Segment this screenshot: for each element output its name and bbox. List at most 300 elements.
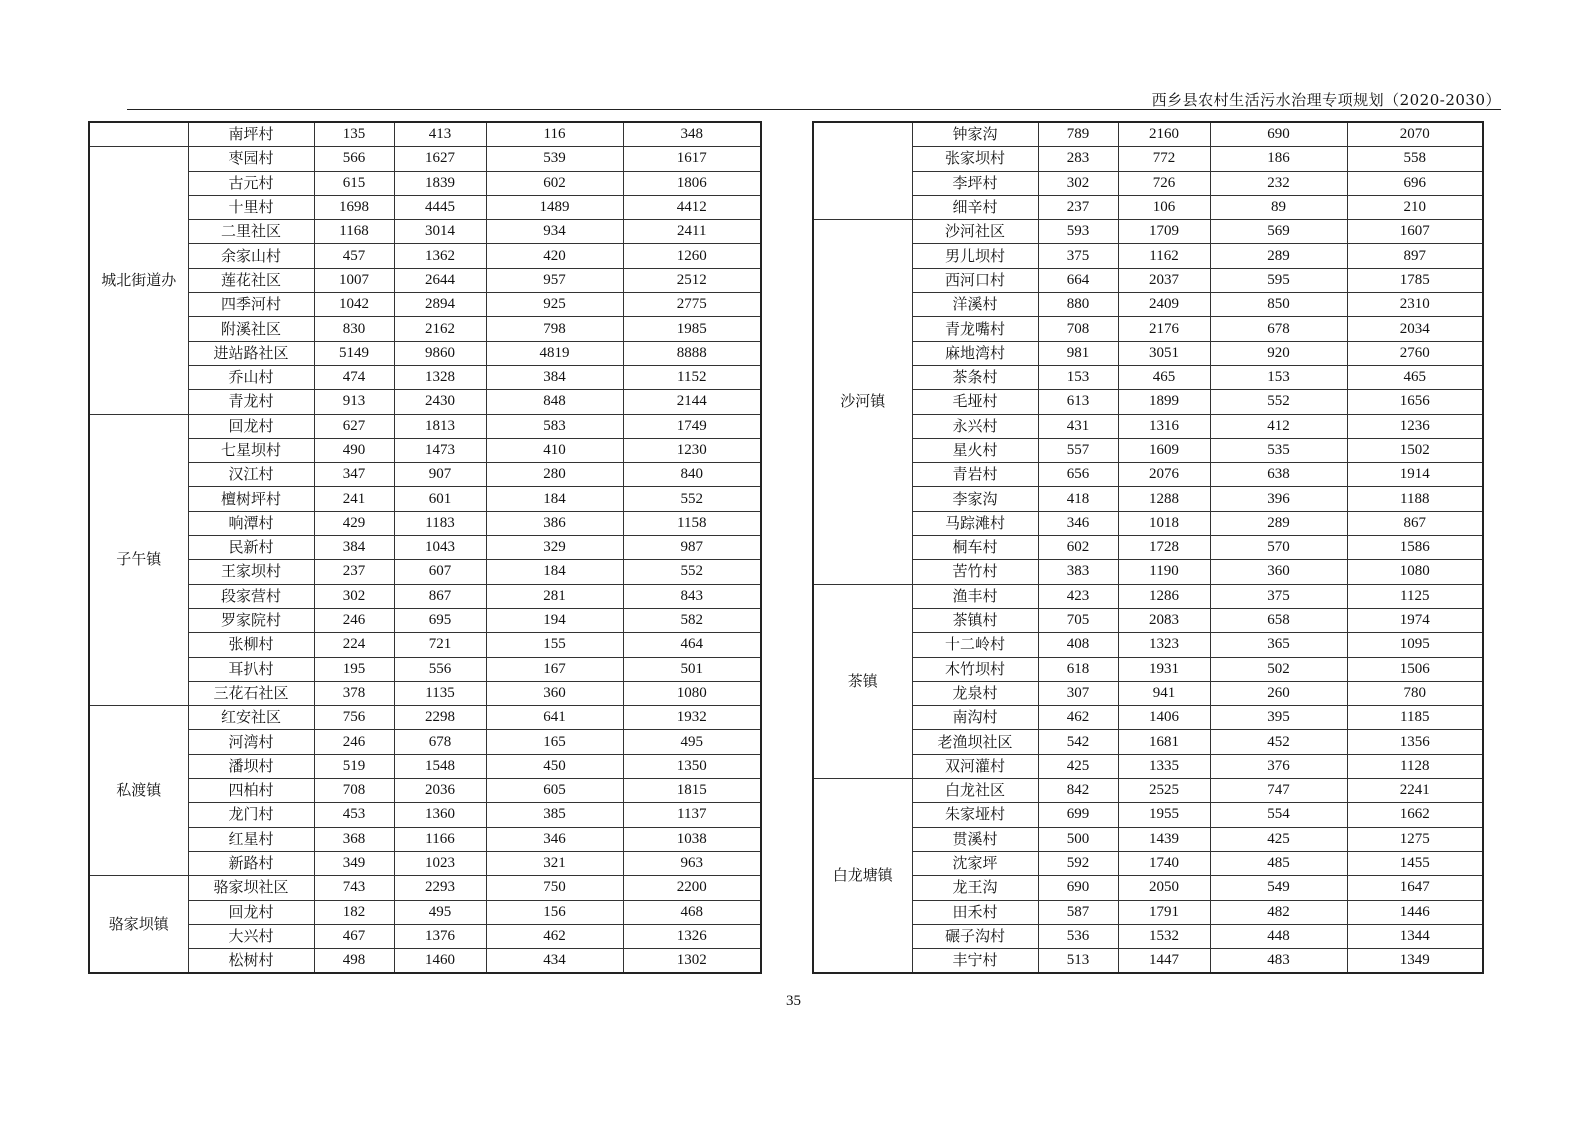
- table-row: [813, 171, 1483, 195]
- table-row: [813, 608, 1483, 632]
- value-cell: 1328: [394, 365, 486, 389]
- table-row: [813, 293, 1483, 317]
- value-cell: 384: [314, 536, 394, 560]
- table-row: [813, 463, 1483, 487]
- table-row: [813, 244, 1483, 268]
- value-cell: 558: [1347, 147, 1483, 171]
- table-row: [89, 633, 761, 657]
- value-cell: 708: [1038, 317, 1118, 341]
- value-cell: 678: [394, 730, 486, 754]
- town-cell: 子午镇: [89, 414, 188, 706]
- town-cell: 白龙塘镇: [813, 779, 912, 974]
- value-cell: 289: [1210, 511, 1347, 535]
- table-row: [813, 900, 1483, 924]
- value-cell: 593: [1038, 220, 1118, 244]
- table-row: [89, 706, 761, 730]
- value-cell: 425: [1038, 754, 1118, 778]
- table-row: [813, 560, 1483, 584]
- value-cell: 1728: [1118, 536, 1210, 560]
- table-row: [813, 706, 1483, 730]
- village-cell: 红安社区: [188, 706, 314, 730]
- value-cell: 789: [1038, 122, 1118, 147]
- value-cell: 1095: [1347, 633, 1483, 657]
- value-cell: 2036: [394, 779, 486, 803]
- value-cell: 1506: [1347, 657, 1483, 681]
- table-row: [89, 317, 761, 341]
- value-cell: 721: [394, 633, 486, 657]
- value-cell: 156: [486, 900, 623, 924]
- value-cell: 498: [314, 949, 394, 974]
- value-cell: 302: [1038, 171, 1118, 195]
- table-row: [813, 754, 1483, 778]
- value-cell: 283: [1038, 147, 1118, 171]
- table-row: [813, 779, 1483, 803]
- village-cell: 潘坝村: [188, 754, 314, 778]
- value-cell: 474: [314, 365, 394, 389]
- value-cell: 1931: [1118, 657, 1210, 681]
- value-cell: 5149: [314, 341, 394, 365]
- value-cell: 495: [623, 730, 761, 754]
- value-cell: 1135: [394, 681, 486, 705]
- town-cell: 私渡镇: [89, 706, 188, 876]
- value-cell: 429: [314, 511, 394, 535]
- value-cell: 1190: [1118, 560, 1210, 584]
- value-cell: 4445: [394, 195, 486, 219]
- village-cell: 二里社区: [188, 220, 314, 244]
- value-cell: 2298: [394, 706, 486, 730]
- village-cell: 三花石社区: [188, 681, 314, 705]
- village-cell: 莲花社区: [188, 268, 314, 292]
- table-row: [813, 122, 1483, 147]
- village-cell: 河湾村: [188, 730, 314, 754]
- value-cell: 1349: [1347, 949, 1483, 974]
- value-cell: 2083: [1118, 608, 1210, 632]
- village-cell: 朱家垭村: [912, 803, 1038, 827]
- value-cell: 1447: [1118, 949, 1210, 974]
- value-cell: 347: [314, 463, 394, 487]
- value-cell: 195: [314, 657, 394, 681]
- village-cell: 苦竹村: [912, 560, 1038, 584]
- value-cell: 385: [486, 803, 623, 827]
- value-cell: 664: [1038, 268, 1118, 292]
- value-cell: 2644: [394, 268, 486, 292]
- value-cell: 281: [486, 584, 623, 608]
- village-cell: 松树村: [188, 949, 314, 974]
- value-cell: 2430: [394, 390, 486, 414]
- table-row: [89, 754, 761, 778]
- value-cell: 925: [486, 293, 623, 317]
- table-row: [813, 876, 1483, 900]
- village-cell: 新路村: [188, 851, 314, 875]
- value-cell: 695: [394, 608, 486, 632]
- town-cell: [813, 122, 912, 220]
- value-cell: 135: [314, 122, 394, 147]
- value-cell: 1236: [1347, 414, 1483, 438]
- value-cell: 2525: [1118, 779, 1210, 803]
- value-cell: 2162: [394, 317, 486, 341]
- value-cell: 346: [1038, 511, 1118, 535]
- value-cell: 840: [623, 463, 761, 487]
- value-cell: 2037: [1118, 268, 1210, 292]
- village-cell: 茶镇村: [912, 608, 1038, 632]
- village-cell: 龙泉村: [912, 681, 1038, 705]
- value-cell: 165: [486, 730, 623, 754]
- value-cell: 1185: [1347, 706, 1483, 730]
- value-cell: 1455: [1347, 851, 1483, 875]
- value-cell: 1125: [1347, 584, 1483, 608]
- table-row: [813, 827, 1483, 851]
- value-cell: 2760: [1347, 341, 1483, 365]
- table-row: [89, 414, 761, 438]
- village-cell: 余家山村: [188, 244, 314, 268]
- value-cell: 490: [314, 438, 394, 462]
- value-cell: 1974: [1347, 608, 1483, 632]
- value-cell: 3051: [1118, 341, 1210, 365]
- value-cell: 1158: [623, 511, 761, 535]
- value-cell: 920: [1210, 341, 1347, 365]
- table-row: [89, 438, 761, 462]
- value-cell: 513: [1038, 949, 1118, 974]
- table-row: [813, 487, 1483, 511]
- value-cell: 641: [486, 706, 623, 730]
- value-cell: 321: [486, 851, 623, 875]
- value-cell: 1473: [394, 438, 486, 462]
- value-cell: 1709: [1118, 220, 1210, 244]
- table-row: [89, 900, 761, 924]
- value-cell: 1038: [623, 827, 761, 851]
- value-cell: 2050: [1118, 876, 1210, 900]
- village-cell: 双河灌村: [912, 754, 1038, 778]
- value-cell: 1260: [623, 244, 761, 268]
- value-cell: 1617: [623, 147, 761, 171]
- value-cell: 1815: [623, 779, 761, 803]
- value-cell: 307: [1038, 681, 1118, 705]
- value-cell: 408: [1038, 633, 1118, 657]
- value-cell: 2310: [1347, 293, 1483, 317]
- village-cell: 响潭村: [188, 511, 314, 535]
- village-cell: 汉江村: [188, 463, 314, 487]
- village-cell: 丰宁村: [912, 949, 1038, 974]
- village-cell: 王家坝村: [188, 560, 314, 584]
- value-cell: 2200: [623, 876, 761, 900]
- value-cell: 501: [623, 657, 761, 681]
- village-cell: 乔山村: [188, 365, 314, 389]
- village-cell: 沙河社区: [912, 220, 1038, 244]
- left-data-table: [88, 121, 762, 974]
- value-cell: 1043: [394, 536, 486, 560]
- value-cell: 656: [1038, 463, 1118, 487]
- value-cell: 1344: [1347, 924, 1483, 948]
- village-cell: 木竹坝村: [912, 657, 1038, 681]
- value-cell: 462: [1038, 706, 1118, 730]
- value-cell: 2160: [1118, 122, 1210, 147]
- value-cell: 1168: [314, 220, 394, 244]
- value-cell: 1376: [394, 924, 486, 948]
- value-cell: 246: [314, 608, 394, 632]
- table-row: [89, 220, 761, 244]
- value-cell: 1360: [394, 803, 486, 827]
- value-cell: 9860: [394, 341, 486, 365]
- value-cell: 106: [1118, 195, 1210, 219]
- value-cell: 1681: [1118, 730, 1210, 754]
- value-cell: 1362: [394, 244, 486, 268]
- value-cell: 1152: [623, 365, 761, 389]
- value-cell: 1532: [1118, 924, 1210, 948]
- value-cell: 386: [486, 511, 623, 535]
- value-cell: 237: [1038, 195, 1118, 219]
- table-row: [89, 463, 761, 487]
- value-cell: 224: [314, 633, 394, 657]
- village-cell: 枣园村: [188, 147, 314, 171]
- value-cell: 552: [623, 560, 761, 584]
- table-row: [813, 730, 1483, 754]
- value-cell: 539: [486, 147, 623, 171]
- value-cell: 1335: [1118, 754, 1210, 778]
- value-cell: 1749: [623, 414, 761, 438]
- value-cell: 618: [1038, 657, 1118, 681]
- village-cell: 张家坝村: [912, 147, 1038, 171]
- value-cell: 4819: [486, 341, 623, 365]
- value-cell: 434: [486, 949, 623, 974]
- value-cell: 678: [1210, 317, 1347, 341]
- village-cell: 龙门村: [188, 803, 314, 827]
- value-cell: 2894: [394, 293, 486, 317]
- value-cell: 2076: [1118, 463, 1210, 487]
- value-cell: 237: [314, 560, 394, 584]
- value-cell: 186: [1210, 147, 1347, 171]
- village-cell: 贯溪村: [912, 827, 1038, 851]
- value-cell: 360: [486, 681, 623, 705]
- village-cell: 附溪社区: [188, 317, 314, 341]
- village-cell: 毛垭村: [912, 390, 1038, 414]
- value-cell: 941: [1118, 681, 1210, 705]
- value-cell: 1128: [1347, 754, 1483, 778]
- village-cell: 马踪滩村: [912, 511, 1038, 535]
- value-cell: 747: [1210, 779, 1347, 803]
- header-rule: [127, 109, 1501, 110]
- value-cell: 613: [1038, 390, 1118, 414]
- town-cell: 城北街道办: [89, 147, 188, 414]
- value-cell: 1323: [1118, 633, 1210, 657]
- value-cell: 1326: [623, 924, 761, 948]
- value-cell: 413: [394, 122, 486, 147]
- table-row: [813, 584, 1483, 608]
- value-cell: 1662: [1347, 803, 1483, 827]
- village-cell: 回龙村: [188, 900, 314, 924]
- value-cell: 601: [394, 487, 486, 511]
- value-cell: 1007: [314, 268, 394, 292]
- village-cell: 钟家沟: [912, 122, 1038, 147]
- value-cell: 1740: [1118, 851, 1210, 875]
- village-cell: 茶条村: [912, 365, 1038, 389]
- village-cell: 李坪村: [912, 171, 1038, 195]
- table-row: [813, 949, 1483, 974]
- value-cell: 726: [1118, 171, 1210, 195]
- table-row: [89, 147, 761, 171]
- value-cell: 2512: [623, 268, 761, 292]
- table-row: [89, 851, 761, 875]
- table-row: [813, 681, 1483, 705]
- value-cell: 1350: [623, 754, 761, 778]
- value-cell: 772: [1118, 147, 1210, 171]
- table-row: [813, 438, 1483, 462]
- value-cell: 1489: [486, 195, 623, 219]
- value-cell: 1439: [1118, 827, 1210, 851]
- value-cell: 569: [1210, 220, 1347, 244]
- value-cell: 1137: [623, 803, 761, 827]
- value-cell: 582: [623, 608, 761, 632]
- value-cell: 602: [486, 171, 623, 195]
- village-cell: 星火村: [912, 438, 1038, 462]
- value-cell: 557: [1038, 438, 1118, 462]
- village-cell: 田禾村: [912, 900, 1038, 924]
- value-cell: 1932: [623, 706, 761, 730]
- table-row: [89, 268, 761, 292]
- value-cell: 780: [1347, 681, 1483, 705]
- value-cell: 116: [486, 122, 623, 147]
- value-cell: 1955: [1118, 803, 1210, 827]
- table-row: [813, 851, 1483, 875]
- value-cell: 907: [394, 463, 486, 487]
- value-cell: 987: [623, 536, 761, 560]
- village-cell: 回龙村: [188, 414, 314, 438]
- value-cell: 2241: [1347, 779, 1483, 803]
- value-cell: 376: [1210, 754, 1347, 778]
- value-cell: 605: [486, 779, 623, 803]
- value-cell: 232: [1210, 171, 1347, 195]
- value-cell: 153: [1038, 365, 1118, 389]
- table-row: [89, 293, 761, 317]
- value-cell: 378: [314, 681, 394, 705]
- village-cell: 七星坝村: [188, 438, 314, 462]
- value-cell: 638: [1210, 463, 1347, 487]
- value-cell: 1316: [1118, 414, 1210, 438]
- table-row: [89, 195, 761, 219]
- value-cell: 1183: [394, 511, 486, 535]
- table-row: [813, 924, 1483, 948]
- village-cell: 李家沟: [912, 487, 1038, 511]
- value-cell: 519: [314, 754, 394, 778]
- value-cell: 483: [1210, 949, 1347, 974]
- value-cell: 848: [486, 390, 623, 414]
- table-row: [89, 876, 761, 900]
- value-cell: 384: [486, 365, 623, 389]
- value-cell: 2409: [1118, 293, 1210, 317]
- value-cell: 850: [1210, 293, 1347, 317]
- value-cell: 1586: [1347, 536, 1483, 560]
- value-cell: 182: [314, 900, 394, 924]
- value-cell: 453: [314, 803, 394, 827]
- village-cell: 沈家坪: [912, 851, 1038, 875]
- value-cell: 289: [1210, 244, 1347, 268]
- value-cell: 184: [486, 560, 623, 584]
- value-cell: 699: [1038, 803, 1118, 827]
- village-cell: 白龙社区: [912, 779, 1038, 803]
- value-cell: 615: [314, 171, 394, 195]
- value-cell: 2144: [623, 390, 761, 414]
- value-cell: 1162: [1118, 244, 1210, 268]
- table-row: [813, 365, 1483, 389]
- value-cell: 420: [486, 244, 623, 268]
- value-cell: 1813: [394, 414, 486, 438]
- table-row: [89, 924, 761, 948]
- value-cell: 465: [1118, 365, 1210, 389]
- value-cell: 535: [1210, 438, 1347, 462]
- value-cell: 1356: [1347, 730, 1483, 754]
- value-cell: 3014: [394, 220, 486, 244]
- value-cell: 583: [486, 414, 623, 438]
- value-cell: 798: [486, 317, 623, 341]
- value-cell: 4412: [623, 195, 761, 219]
- value-cell: 1080: [1347, 560, 1483, 584]
- town-cell: [89, 122, 188, 147]
- value-cell: 934: [486, 220, 623, 244]
- value-cell: 155: [486, 633, 623, 657]
- value-cell: 830: [314, 317, 394, 341]
- village-cell: 青龙嘴村: [912, 317, 1038, 341]
- value-cell: 241: [314, 487, 394, 511]
- value-cell: 1166: [394, 827, 486, 851]
- value-cell: 360: [1210, 560, 1347, 584]
- value-cell: 552: [623, 487, 761, 511]
- value-cell: 467: [314, 924, 394, 948]
- value-cell: 8888: [623, 341, 761, 365]
- value-cell: 957: [486, 268, 623, 292]
- value-cell: 595: [1210, 268, 1347, 292]
- value-cell: 587: [1038, 900, 1118, 924]
- value-cell: 1288: [1118, 487, 1210, 511]
- village-cell: 洋溪村: [912, 293, 1038, 317]
- right-data-table: [812, 121, 1484, 974]
- value-cell: 329: [486, 536, 623, 560]
- value-cell: 349: [314, 851, 394, 875]
- village-cell: 张柳村: [188, 633, 314, 657]
- value-cell: 658: [1210, 608, 1347, 632]
- table-row: [89, 122, 761, 147]
- value-cell: 1785: [1347, 268, 1483, 292]
- table-row: [813, 317, 1483, 341]
- village-cell: 大兴村: [188, 924, 314, 948]
- village-cell: 民新村: [188, 536, 314, 560]
- value-cell: 452: [1210, 730, 1347, 754]
- value-cell: 375: [1038, 244, 1118, 268]
- value-cell: 897: [1347, 244, 1483, 268]
- table-row: [813, 341, 1483, 365]
- value-cell: 867: [394, 584, 486, 608]
- table-row: [89, 608, 761, 632]
- value-cell: 457: [314, 244, 394, 268]
- table-row: [813, 511, 1483, 535]
- value-cell: 1609: [1118, 438, 1210, 462]
- value-cell: 153: [1210, 365, 1347, 389]
- town-cell: 骆家坝镇: [89, 876, 188, 974]
- value-cell: 627: [314, 414, 394, 438]
- value-cell: 2034: [1347, 317, 1483, 341]
- value-cell: 602: [1038, 536, 1118, 560]
- value-cell: 210: [1347, 195, 1483, 219]
- value-cell: 184: [486, 487, 623, 511]
- village-cell: 十二岭村: [912, 633, 1038, 657]
- table-row: [89, 511, 761, 535]
- table-row: [89, 341, 761, 365]
- value-cell: 412: [1210, 414, 1347, 438]
- village-cell: 段家营村: [188, 584, 314, 608]
- value-cell: 708: [314, 779, 394, 803]
- value-cell: 410: [486, 438, 623, 462]
- value-cell: 482: [1210, 900, 1347, 924]
- value-cell: 2070: [1347, 122, 1483, 147]
- table-row: [813, 220, 1483, 244]
